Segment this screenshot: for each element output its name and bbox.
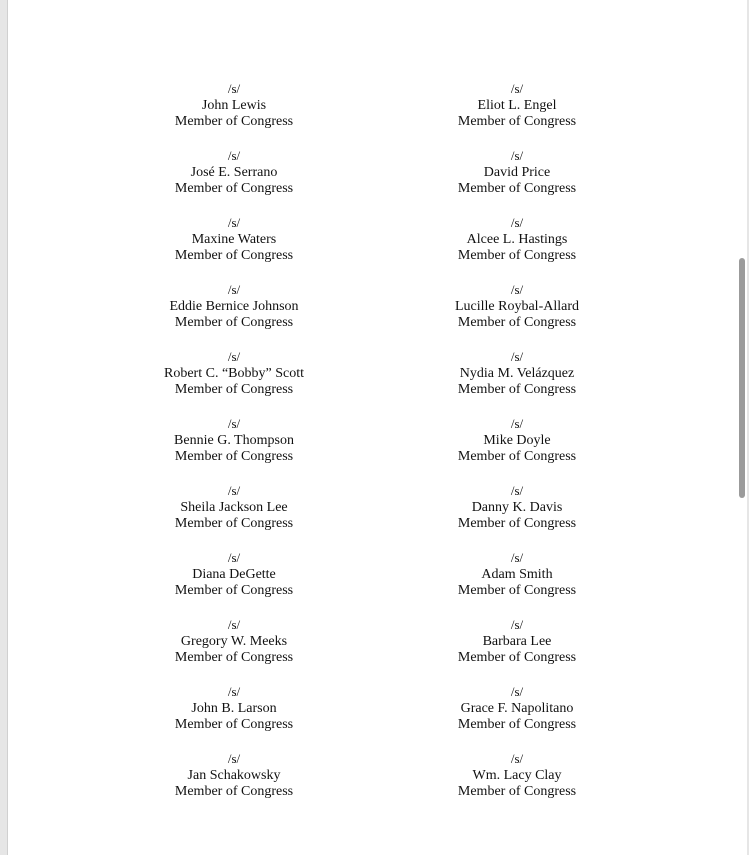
signer-title: Member of Congress bbox=[174, 650, 294, 666]
signature-mark: /s/ bbox=[510, 282, 524, 297]
signature-block-left bbox=[114, 148, 354, 198]
signature-row bbox=[8, 550, 747, 617]
signer-name: Lucille Roybal-Allard bbox=[454, 298, 580, 314]
signer-title: Member of Congress bbox=[457, 382, 577, 398]
signer-title: Member of Congress bbox=[457, 717, 577, 733]
signer-name: John Lewis bbox=[201, 97, 267, 113]
signer-title: Member of Congress bbox=[174, 449, 294, 465]
signer-title: Member of Congress bbox=[457, 181, 577, 197]
signature-block-left bbox=[114, 282, 354, 332]
signature-mark: /s/ bbox=[510, 684, 524, 699]
signature-block-left bbox=[114, 617, 354, 667]
signature-row bbox=[8, 81, 747, 148]
signature-grid bbox=[8, 81, 747, 818]
signature-block-left bbox=[114, 215, 354, 265]
signature-block-right bbox=[397, 684, 637, 734]
signature-mark: /s/ bbox=[227, 684, 241, 699]
signer-name: Sheila Jackson Lee bbox=[180, 499, 288, 515]
signature-mark: /s/ bbox=[227, 148, 241, 163]
signer-title: Member of Congress bbox=[457, 315, 577, 331]
signature-block-right bbox=[397, 282, 637, 332]
signer-title: Member of Congress bbox=[174, 248, 294, 264]
signature-row bbox=[8, 617, 747, 684]
document-page bbox=[7, 0, 747, 855]
signature-row bbox=[8, 215, 747, 282]
signature-mark: /s/ bbox=[510, 349, 524, 364]
signer-title: Member of Congress bbox=[174, 784, 294, 800]
signature-block-right bbox=[397, 416, 637, 466]
signer-title: Member of Congress bbox=[457, 114, 577, 130]
signer-name: Mike Doyle bbox=[483, 432, 551, 448]
signature-block-left bbox=[114, 684, 354, 734]
signer-name: Wm. Lacy Clay bbox=[472, 767, 562, 783]
signer-title: Member of Congress bbox=[174, 181, 294, 197]
signer-name: John B. Larson bbox=[191, 700, 277, 716]
signer-name: Nydia M. Velázquez bbox=[459, 365, 575, 381]
signature-row bbox=[8, 416, 747, 483]
signature-row bbox=[8, 483, 747, 550]
signer-name: Eddie Bernice Johnson bbox=[169, 298, 299, 314]
signature-block-right bbox=[397, 751, 637, 801]
signature-block-left bbox=[114, 349, 354, 399]
signer-title: Member of Congress bbox=[174, 717, 294, 733]
signer-name: Barbara Lee bbox=[482, 633, 552, 649]
signature-block-right bbox=[397, 148, 637, 198]
signature-row bbox=[8, 349, 747, 416]
signer-name: David Price bbox=[483, 164, 551, 180]
signature-mark: /s/ bbox=[510, 483, 524, 498]
signature-block-left bbox=[114, 483, 354, 533]
signature-block-right bbox=[397, 617, 637, 667]
signer-title: Member of Congress bbox=[457, 449, 577, 465]
signature-mark: /s/ bbox=[227, 215, 241, 230]
signer-title: Member of Congress bbox=[174, 382, 294, 398]
signer-name: Jan Schakowsky bbox=[187, 767, 281, 783]
signature-block-right bbox=[397, 483, 637, 533]
signature-block-left bbox=[114, 416, 354, 466]
signer-name: Maxine Waters bbox=[191, 231, 277, 247]
signature-mark: /s/ bbox=[510, 416, 524, 431]
signer-name: Alcee L. Hastings bbox=[466, 231, 568, 247]
signer-title: Member of Congress bbox=[174, 516, 294, 532]
signature-mark: /s/ bbox=[227, 483, 241, 498]
signature-mark: /s/ bbox=[227, 617, 241, 632]
signature-mark: /s/ bbox=[510, 751, 524, 766]
signer-title: Member of Congress bbox=[457, 784, 577, 800]
signer-title: Member of Congress bbox=[174, 583, 294, 599]
signature-mark: /s/ bbox=[227, 81, 241, 96]
signer-name: Danny K. Davis bbox=[471, 499, 563, 515]
signature-block-right bbox=[397, 81, 637, 131]
signature-mark: /s/ bbox=[510, 148, 524, 163]
signer-title: Member of Congress bbox=[457, 248, 577, 264]
signature-row bbox=[8, 684, 747, 751]
signature-mark: /s/ bbox=[510, 215, 524, 230]
signature-mark: /s/ bbox=[227, 550, 241, 565]
signer-title: Member of Congress bbox=[174, 315, 294, 331]
signer-name: Eliot L. Engel bbox=[477, 97, 557, 113]
signature-block-right bbox=[397, 550, 637, 600]
signer-name: Diana DeGette bbox=[192, 566, 276, 582]
signature-row bbox=[8, 751, 747, 818]
signature-mark: /s/ bbox=[227, 416, 241, 431]
signature-mark: /s/ bbox=[227, 282, 241, 297]
signature-block-right bbox=[397, 215, 637, 265]
signature-row bbox=[8, 282, 747, 349]
signature-mark: /s/ bbox=[227, 751, 241, 766]
signature-row bbox=[8, 148, 747, 215]
signature-block-left bbox=[114, 81, 354, 131]
signer-title: Member of Congress bbox=[457, 650, 577, 666]
scrollbar-track[interactable] bbox=[737, 0, 747, 855]
signature-block-left bbox=[114, 751, 354, 801]
signature-mark: /s/ bbox=[510, 617, 524, 632]
signer-title: Member of Congress bbox=[174, 114, 294, 130]
signer-name: Robert C. “Bobby” Scott bbox=[164, 365, 304, 381]
signature-mark: /s/ bbox=[510, 81, 524, 96]
signer-name: Adam Smith bbox=[481, 566, 553, 582]
signature-mark: /s/ bbox=[510, 550, 524, 565]
signer-name: Grace F. Napolitano bbox=[460, 700, 574, 716]
signer-name: Gregory W. Meeks bbox=[180, 633, 288, 649]
scrollbar-thumb[interactable] bbox=[739, 258, 745, 498]
signature-block-left bbox=[114, 550, 354, 600]
signature-mark: /s/ bbox=[227, 349, 241, 364]
signer-title: Member of Congress bbox=[457, 583, 577, 599]
signer-name: José E. Serrano bbox=[190, 164, 278, 180]
signer-title: Member of Congress bbox=[457, 516, 577, 532]
signer-name: Bennie G. Thompson bbox=[174, 432, 294, 448]
signature-block-right bbox=[397, 349, 637, 399]
